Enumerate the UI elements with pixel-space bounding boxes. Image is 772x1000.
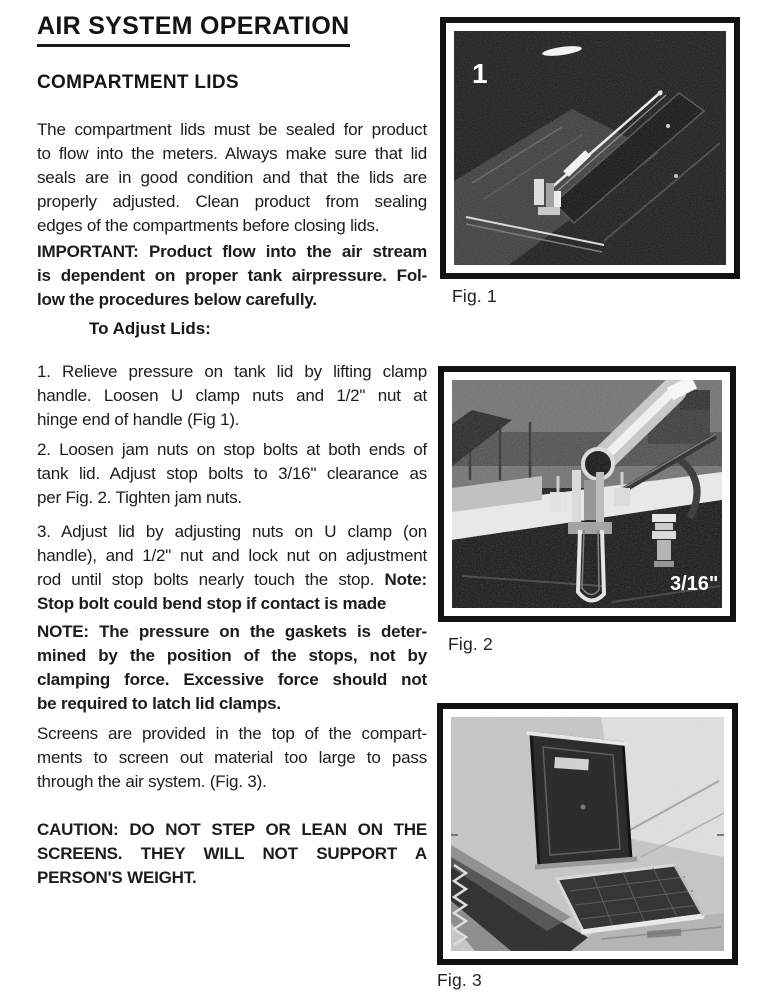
- intro-paragraph: [37, 118, 427, 238]
- text-line: IMPORTANT: Product flow into the air stream: [37, 242, 427, 261]
- text-line: seals are in good condition and that the lids are: [37, 168, 427, 187]
- figure-3-photo: [451, 717, 724, 951]
- text-line: is dependent on proper tank airpressure. Fol-: [37, 266, 427, 285]
- gasket-note: [37, 620, 427, 716]
- text-line: NOTE: The pressure on the gaskets is deter-: [37, 622, 427, 641]
- adjust-lids-heading: To Adjust Lids:: [89, 319, 211, 338]
- text-line: PERSON'S WEIGHT.: [37, 868, 197, 887]
- text-line: mined by the position of the stops, not by: [37, 646, 427, 665]
- text-line: through the air system. (Fig. 3).: [37, 772, 267, 791]
- text-line: tank lid. Adjust stop bolts to 3/16" clearance as: [37, 464, 427, 483]
- text-line: CAUTION: DO NOT STEP OR LEAN ON THE: [37, 820, 427, 839]
- text-line: 2. Loosen jam nuts on stop bolts at both ends of: [37, 440, 427, 459]
- figure-1-overlay-label: 1: [472, 58, 488, 89]
- text-line: properly adjusted. Clean product from sealing: [37, 192, 427, 211]
- text-line: low the procedures below carefully.: [37, 290, 317, 309]
- text-line: to flow into the meters. Always make sure that lid: [37, 144, 427, 163]
- text-line: Screens are provided in the top of the compart-: [37, 724, 427, 743]
- text-line: The compartment lids must be sealed for product: [37, 120, 427, 139]
- step-2: [37, 438, 427, 510]
- step-3: [37, 520, 427, 616]
- step-1: [37, 360, 427, 432]
- text-line: hinge end of handle (Fig 1).: [37, 410, 240, 429]
- figure-2-caption: Fig. 2: [448, 634, 493, 654]
- text-line: handle), and 1/2" nut and lock nut on adjustment: [37, 546, 427, 565]
- figure-1-caption: Fig. 1: [452, 286, 497, 306]
- important-notice: [37, 240, 427, 312]
- note-label: Note:: [384, 570, 427, 589]
- caution-warning: [37, 818, 427, 890]
- figure-3: [437, 703, 738, 965]
- text-line: 1. Relieve pressure on tank lid by lifting clamp: [37, 362, 427, 381]
- page-title-text: AIR SYSTEM OPERATION: [37, 12, 350, 47]
- text-line: handle. Loosen U clamp nuts and 1/2" nut at: [37, 386, 427, 405]
- figure-2-photo: [452, 380, 722, 608]
- text-line: [37, 568, 427, 592]
- text-line: clamping force. Excessive force should not: [37, 670, 427, 689]
- figure-2: [438, 366, 736, 622]
- figure-1: [440, 17, 740, 279]
- text-line: be required to latch lid clamps.: [37, 694, 281, 713]
- figure-3-caption: Fig. 3: [437, 970, 482, 990]
- text-line: ments to screen out material too large to pass: [37, 748, 427, 767]
- text-segment: rod until stop bolts nearly touch the stop.: [37, 570, 385, 589]
- page-title: [37, 12, 350, 47]
- text-line: SCREENS. THEY WILL NOT SUPPORT A: [37, 844, 427, 863]
- section-heading: COMPARTMENT LIDS: [37, 72, 239, 93]
- text-line: per Fig. 2. Tighten jam nuts.: [37, 488, 242, 507]
- text-line: 3. Adjust lid by adjusting nuts on U clamp (on: [37, 522, 427, 541]
- figure-1-photo: [454, 31, 726, 265]
- screens-paragraph: [37, 722, 427, 794]
- text-line: Stop bolt could bend stop if contact is made: [37, 594, 387, 613]
- text-line: edges of the compartments before closing lids.: [37, 216, 380, 235]
- figure-2-overlay-label: 3/16": [670, 573, 719, 595]
